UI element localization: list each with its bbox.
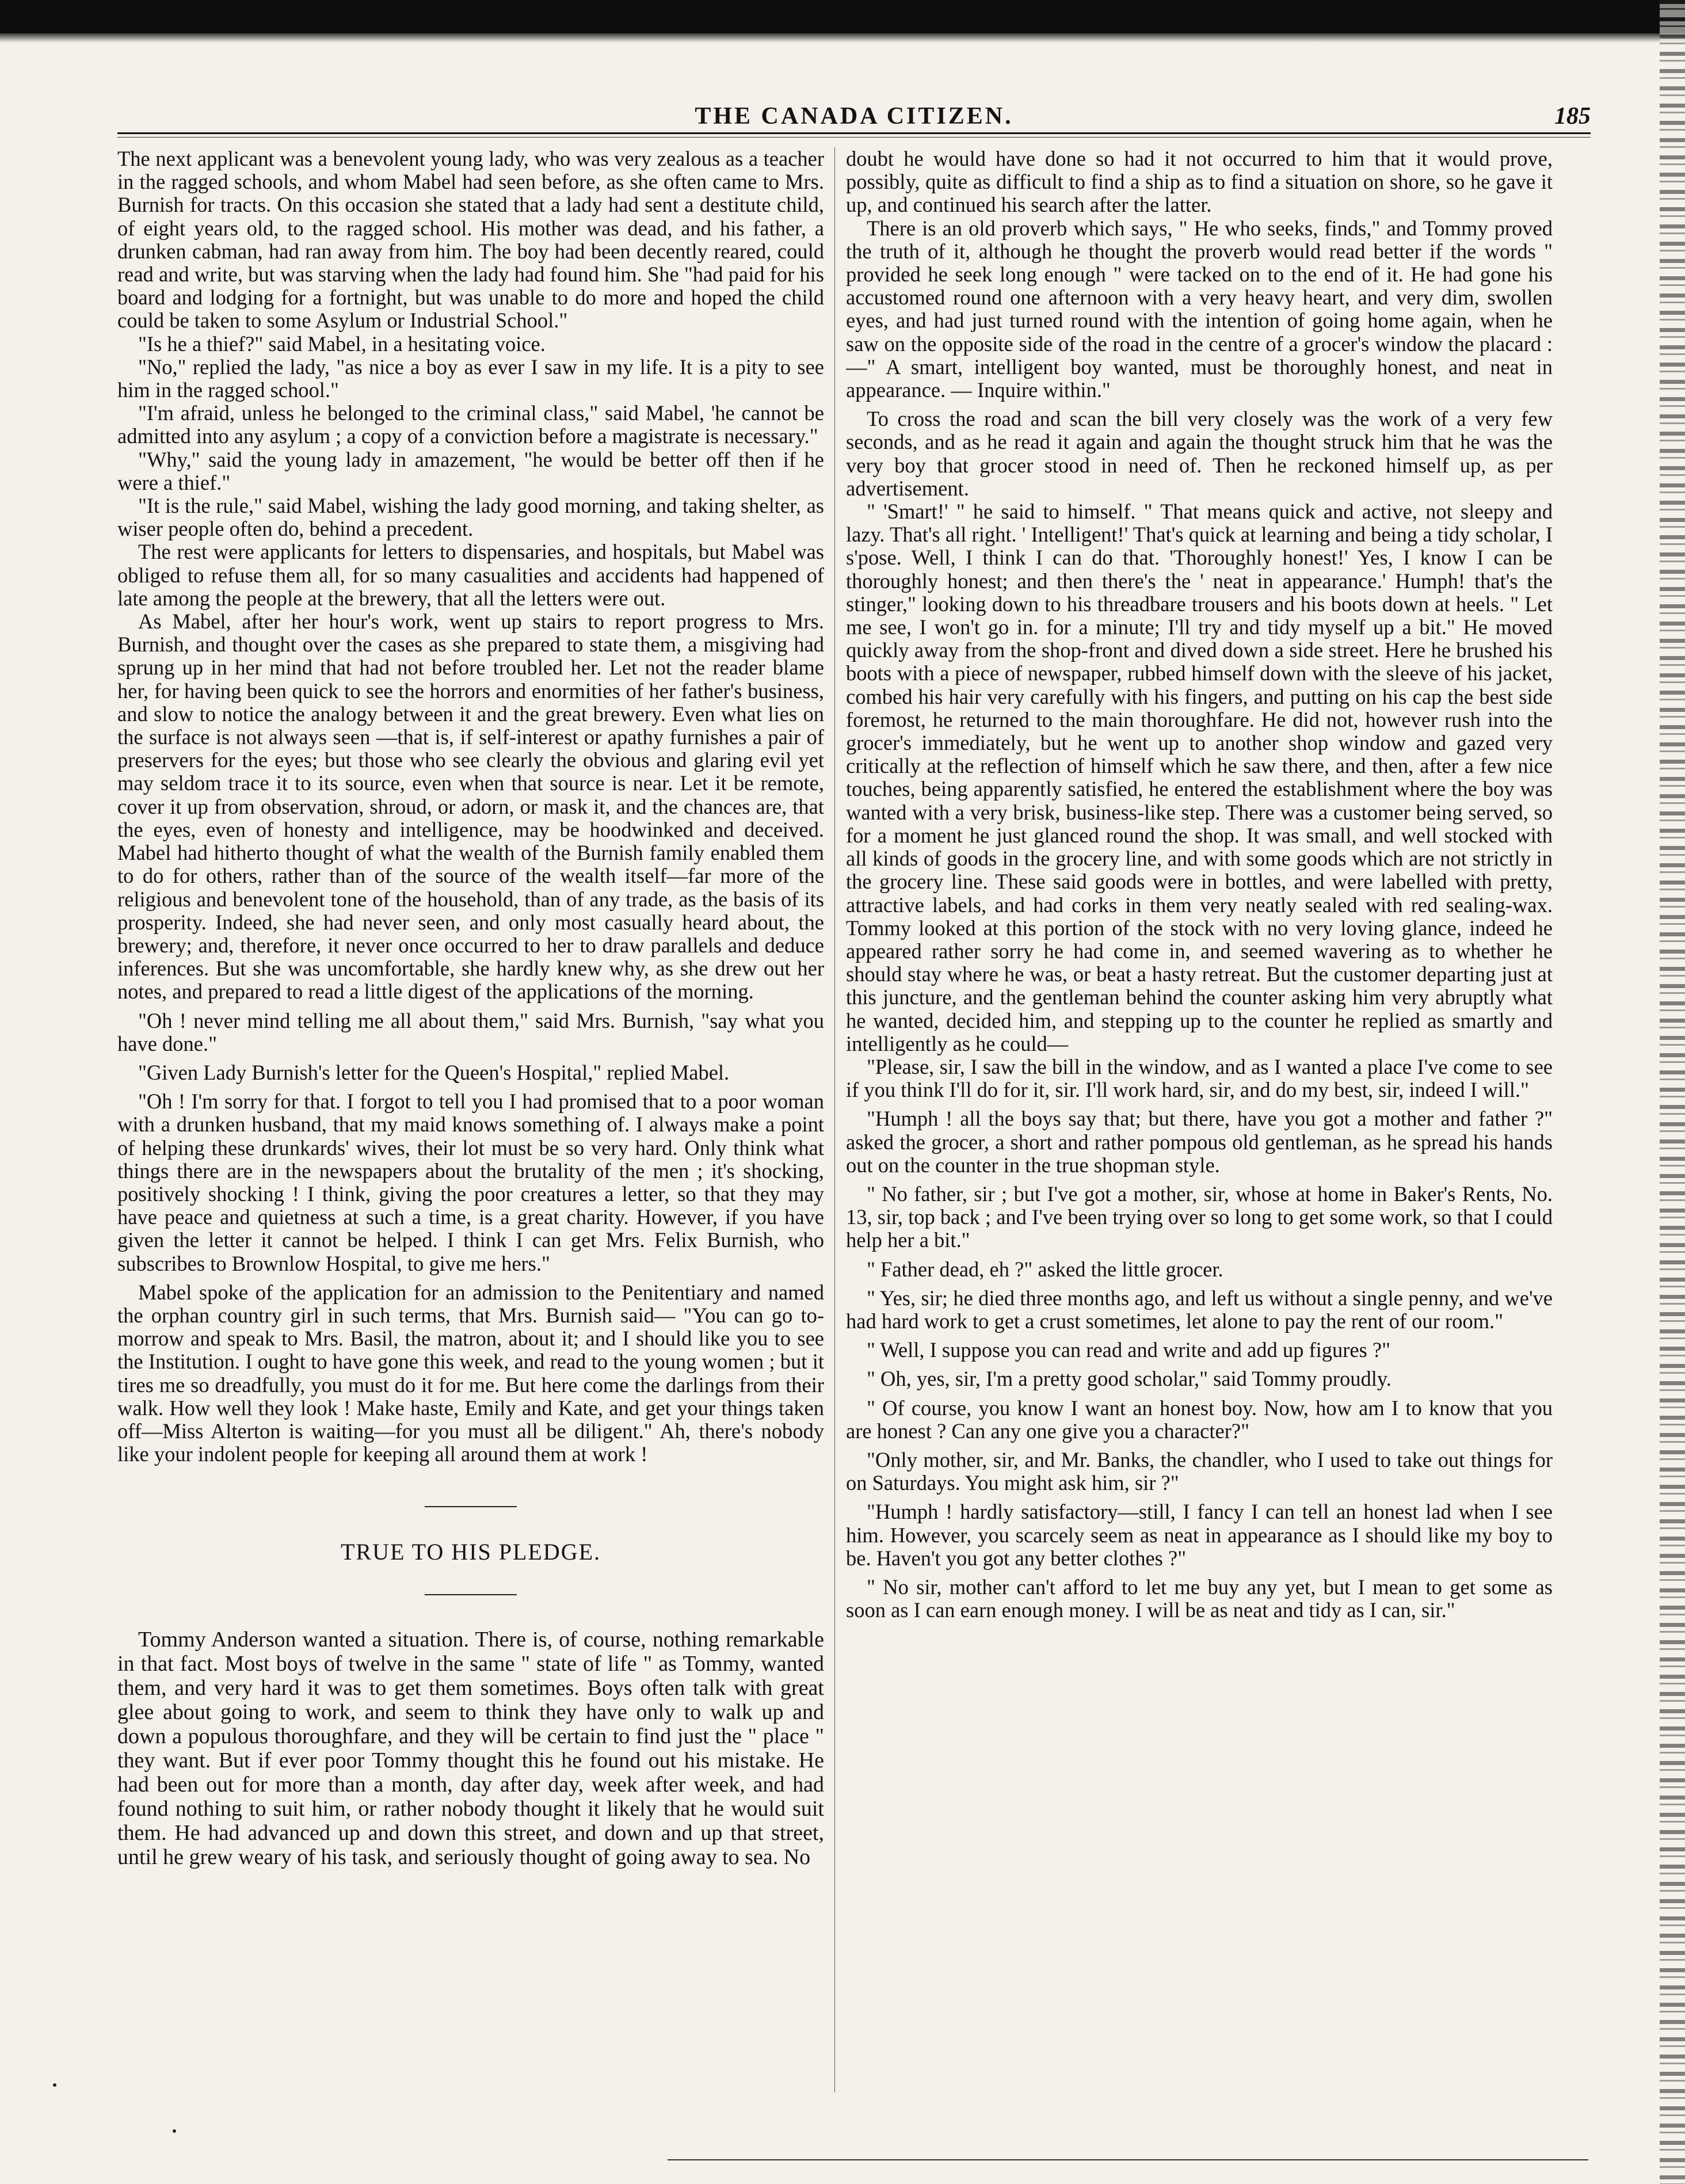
paragraph: " Of course, you know I want an honest boy. Now, how am I to know that you are honest ? Can any one give you a character?" [846, 1396, 1553, 1443]
paragraph: "Humph ! all the boys say that; but there, have you got a mother and father ?" asked the grocer, a short and rather pompous old gentleman, as he spread his hands out on the counter in the true shopman style. [846, 1107, 1553, 1177]
paragraph: " No sir, mother can't afford to let me buy any yet, but I mean to get some as soon as I can earn enough money. I will be as neat and tidy as I can, sir." [846, 1575, 1553, 1622]
header-rule-thin [117, 137, 1591, 138]
paragraph: "Humph ! hardly satisfactory—still, I fancy I can tell an honest lad when I see him. However, you scarcely seem as neat in appearance as I should like my boy to be. Haven't you got any better clothes ?" [846, 1500, 1553, 1570]
paragraph: The next applicant was a benevolent young lady, who was very zealous as a teacher in the ragged schools, and whom Mabel had seen before, as she often came to Mrs. Burnish for tracts. On this occasion she stated that a lady had sent a destitute child, of eight years old, to the ragged school. His mother was dead, and his father, a drunken cabman, had ran away from him. The boy had been decently reared, could read and write, but was starving when the lady had found him. She "had paid for his board and lodging for a fortnight, but was unable to do more and hoped the child could be taken to some Asylum or Industrial School." [117, 147, 824, 333]
right-column [846, 147, 1553, 2121]
header-rule [117, 132, 1591, 134]
paragraph: " 'Smart!' " he said to himself. " That means quick and active, not sleepy and lazy. That's all right. ' Intelligent!' That's quick at learning and being a tidy scholar, I s'pose. Well, I think I can do that. 'Thoroughly honest!' Yes, I know I can be thoroughly honest; and then there's the ' neat in appearance.' Humph! that's the stinger," looking down to his threadbare trousers and his boots down at heels. " Let me see, I won't go in. for a minute; I'll try and tidy myself up a bit." He moved quickly away from the shop-front and dived down a side street. Here he brushed his boots with a piece of newspaper, rubbed himself down with the sleeve of his jacket, combed his hair very carefully with his fingers, and putting on his cap the best side foremost, he returned to the main thoroughfare. He did not, however rush into the grocer's immediately, but he went up to another shop window and gazed very critically at the reflection of himself which he saw there, and then, after a few nice touches, being apparently satisfied, he entered the establishment where the boy was wanted with a very brisk, business-like step. There was a customer being served, so for a moment he just glanced round the shop. It was small, and well stocked with all kinds of goods in the grocery line, and with some goods which are not strictly in the grocery line. These said goods were in bottles, and were labelled with pretty, attractive labels, and had corks in them very neatly sealed with red sealing-wax. Tommy looked at this portion of the stock with no very loving glance, indeed he appeared rather sorry he had come in, and seemed wavering as to whether he should stay where he was, or beat a hasty retreat. But the customer departing just at this juncture, and the gentleman behind the counter asking him very abruptly what he wanted, decided him, and stepping up to the counter he replied as smartly and intelligently as he could— [846, 500, 1553, 1055]
scan-top-border [0, 0, 1685, 33]
paragraph: There is an old proverb which says, " He who seeks, finds," and Tommy proved the truth of it, although he thought the proverb would read better if the words " provided he seek long enough " were tacked on to the end of it. He had gone his accustomed round one afternoon with a very heavy heart, and very dim, swollen eyes, and had just turned round with the intention of going home again, when he saw on the opposite side of the road in the centre of a grocer's window the placard :—" A smart, intelligent boy wanted, must be thoroughly honest, and neat in appearance. — Inquire within." [846, 216, 1553, 402]
paragraph: " Oh, yes, sir, I'm a pretty good scholar," said Tommy proudly. [867, 1367, 1392, 1391]
page-header [117, 102, 1591, 129]
paragraph: "No," replied the lady, "as nice a boy as ever I saw in my life. It is a pity to see him in the ragged school." [117, 355, 824, 402]
paragraph: " Well, I suppose you can read and write and add up figures ?" [867, 1338, 1391, 1362]
paragraph: Mabel spoke of the application for an admission to the Penitentiary and named the orphan country girl in such terms, that Mrs. Burnish said— "You can go to-morrow and speak to Mrs. Basil, the matron, about it; and I should like you to see the Institution. I ought to have gone this week, and read to the young women ; but it tires me so dreadfully, you must do it for me. But here come the darlings from their walk. How well they look ! Make haste, Emily and Kate, and get your things taken off—Miss Alterton is waiting—for you must all be diligent." Ah, there's nobody like your indolent people for keeping all around them at work ! [117, 1280, 824, 1466]
paragraph: To cross the road and scan the bill very closely was the work of a very few seconds, and as he read it again and again the thought struck him that he was the very boy that grocer stood in need of. Then he reckoned himself up, as per advertisement. [846, 407, 1553, 500]
scan-speck [53, 2083, 56, 2087]
page-number: 185 [1554, 103, 1591, 129]
paragraph: As Mabel, after her hour's work, went up stairs to report progress to Mrs. Burnish, and thought over the cases as she prepared to state them, a misgiving had sprung up in her mind that had not before troubled her. Let not the reader blame her, for having been quick to see the horrors and enormities of her father's business, and slow to notice the analogy between it and the great brewery. Even what lies on the surface is not always seen —that is, if self-interest or apathy furnishes a pair of preservers for the eyes; but those who see clearly the obvious and glaring evil yet may seldom trace it to its source, even when that source is near. Let it be remote, cover it up from observation, shroud, or adorn, or mask it, and the chances are, that the eyes, even of honesty and intelligence, may be hoodwinked and deceived. Mabel had hitherto thought of what the wealth of the Burnish family enabled them to do for others, rather than of the source of the wealth itself—far more of the religious and benevolent tone of the household, than of any trade, as the basis of its prosperity. Indeed, she had never seen, and only most casually heard about, the brewery; and, therefore, it never once occurred to her to draw parallels and deduce inferences. But she was uncomfortable, she hardly knew why, as she drew out her notes, and prepared to read a little digest of the applications of the morning. [117, 609, 824, 1004]
paragraph: "Is he a thief?" said Mabel, in a hesitating voice. [138, 331, 546, 356]
scan-speck [173, 2129, 176, 2133]
scan-right-border [1660, 0, 1685, 2184]
paragraph: The rest were applicants for letters to dispensaries, and hospitals, but Mabel was obliged to refuse them all, for so many casualities and accidents had happened of late among the people at the brewery, that all the letters were out. [117, 540, 824, 610]
bottom-rule [668, 2159, 1588, 2160]
story-title: TRUE TO HIS PLEDGE. [340, 1539, 601, 1565]
column-divider [834, 147, 835, 2092]
paragraph: Tommy Anderson wanted a situation. There is, of course, nothing remarkable in that fact. Most boys of twelve in the same " state of life " as Tommy, wanted them, and very hard it was to get them sometimes. Boys often talk with great glee about going to work, and seem to think they have only to walk up and down a populous thoroughfare, and they will be certain to find just the " place " they want. But if ever poor Tommy thought this he found out his mistake. He had been out for more than a month, day after day, week after week, and had found nothing to suit him, or rather nobody thought it likely that he would suit them. He had advanced up and down this street, and down and up that street, until he grew weary of his task, and seriously thought of going away to sea. No [117, 1627, 824, 1869]
paragraph: "It is the rule," said Mabel, wishing the lady good morning, and taking shelter, as wiser people often do, behind a precedent. [117, 494, 824, 541]
paragraph: "I'm afraid, unless he belonged to the criminal class," said Mabel, 'he cannot be admitted into any asylum ; a copy of a conviction before a magistrate is necessary." [117, 401, 824, 448]
masthead-title: THE CANADA CITIZEN. [695, 103, 1013, 129]
paragraph: "Given Lady Burnish's letter for the Queen's Hospital," replied Mabel. [138, 1060, 730, 1084]
scan-top-shadow [0, 33, 1685, 43]
story-rule-top [425, 1506, 517, 1507]
paragraph: "Please, sir, I saw the bill in the window, and as I wanted a place I've come to see if you think I'll do for it, sir. I'll work hard, sir, and do my best, sir, indeed I will." [846, 1054, 1553, 1102]
paragraph: doubt he would have done so had it not occurred to him that it would prove, possibly, quite as difficult to find a ship as to find a situation on shore, so he gave it up, and continued his search after the latter. [846, 147, 1553, 217]
paragraph: "Oh ! I'm sorry for that. I forgot to tell you I had promised that to a poor woman with a drunken husband, that my maid knows something of. I always make a point of helping these drunkards' wives, their lot must be so very hard. Only think what things there are in the newspapers about the brutality of the men ; it's shocking, positively shocking ! I think, giving the poor creatures a letter, so that they may have peace and quietness at such a time, is a great charity. However, if you have given the letter it cannot be helped. I think I can get Mrs. Felix Burnish, who subscribes to Brownlow Hospital, to give me hers." [117, 1089, 824, 1275]
paragraph: " Father dead, eh ?" asked the little grocer. [867, 1257, 1223, 1281]
paragraph: "Why," said the young lady in amazement, "he would be better off then if he were a thief." [117, 447, 824, 494]
left-column [117, 147, 824, 2121]
paragraph: "Oh ! never mind telling me all about them," said Mrs. Burnish, "say what you have done." [117, 1008, 824, 1055]
paragraph: " No father, sir ; but I've got a mother, sir, whose at home in Baker's Rents, No. 13, sir, top back ; and I've been trying over so long to get some work, so that I could help her a bit." [846, 1181, 1553, 1252]
paragraph: " Yes, sir; he died three months ago, and left us without a single penny, and we've had hard work to get a crust sometimes, let alone to pay the rent of our room." [846, 1286, 1553, 1333]
paragraph: "Only mother, sir, and Mr. Banks, the chandler, who I used to take out things for on Saturdays. You might ask him, sir ?" [846, 1447, 1553, 1495]
